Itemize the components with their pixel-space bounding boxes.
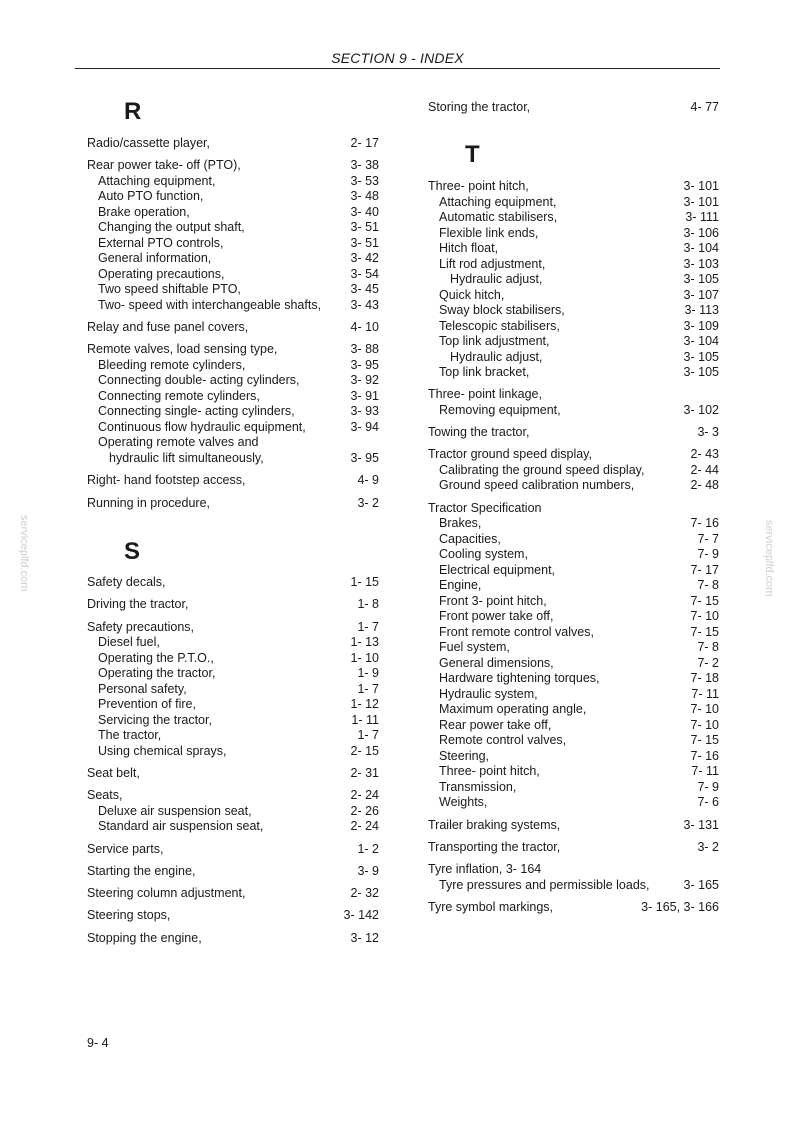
index-subentry — [87, 804, 379, 820]
index-subentry — [428, 350, 719, 366]
entry-label: Front 3- point hitch, — [439, 593, 547, 608]
index-subentry — [428, 656, 719, 672]
entry-label: Servicing the tractor, — [98, 712, 212, 727]
entry-page-ref: 7- 9 — [697, 779, 719, 794]
entry-page-ref: 3- 88 — [350, 342, 379, 357]
index-entry — [428, 447, 719, 463]
index-entry — [87, 842, 379, 858]
index-subentry — [428, 319, 719, 335]
index-subentry — [87, 282, 379, 298]
index-subentry — [428, 878, 719, 894]
entry-page-ref: 3- 2 — [357, 495, 379, 510]
letter-heading-r: R — [124, 98, 142, 125]
entry-label: Towing the tractor, — [428, 425, 530, 440]
entry-label: Storing the tractor, — [428, 100, 531, 114]
entry-page-ref: 1- 9 — [357, 666, 379, 681]
entry-label: Automatic stabilisers, — [439, 210, 558, 224]
index-subentry — [428, 687, 719, 703]
index-entry-group — [87, 931, 379, 947]
entry-page-ref: 3- 109 — [683, 318, 719, 333]
entry-page-ref: 2- 43 — [690, 447, 719, 462]
index-entry-group — [87, 136, 379, 152]
entry-page-ref: 3- 9 — [357, 863, 379, 878]
entry-label: Driving the tractor, — [87, 597, 189, 612]
entry-label: Front power take off, — [439, 609, 554, 624]
index-subentry — [428, 210, 719, 226]
entry-label: Running in procedure, — [87, 495, 210, 510]
entry-label: General dimensions, — [439, 655, 554, 670]
entry-label: Rear power take- off (PTO), — [87, 158, 241, 173]
index-subentry — [87, 713, 379, 729]
entry-label: Hitch float, — [439, 241, 499, 255]
index-subentry — [87, 420, 379, 436]
entry-page-ref: 2- 32 — [350, 886, 379, 901]
entry-label: Two- speed with interchangeable shafts, — [98, 297, 322, 312]
entry-page-ref: 3- 48 — [350, 189, 379, 204]
entry-page-ref: 3- 102 — [683, 402, 719, 417]
index-entry-group — [87, 597, 379, 613]
entry-label: External PTO controls, — [98, 235, 224, 250]
entry-label: Electrical equipment, — [439, 562, 556, 577]
index-entry-group — [87, 842, 379, 858]
entry-page-ref: 3- 51 — [350, 220, 379, 235]
index-subentry — [428, 241, 719, 257]
index-subentry — [87, 267, 379, 283]
entry-label: Connecting double- acting cylinders, — [98, 373, 300, 388]
entry-label: Relay and fuse panel covers, — [87, 320, 249, 335]
index-entry — [428, 387, 719, 403]
index-entry — [87, 620, 379, 636]
index-entry-group — [87, 342, 379, 466]
entry-page-ref: 1- 11 — [351, 712, 379, 727]
index-entry-group — [87, 766, 379, 782]
entry-label: hydraulic lift simultaneously, — [109, 450, 264, 465]
index-entry-group — [87, 886, 379, 902]
index-entry — [428, 179, 719, 195]
entry-page-ref: 3- 3 — [697, 425, 719, 440]
entry-label: Safety precautions, — [87, 619, 195, 634]
index-entry — [87, 496, 379, 512]
entry-page-ref: 1- 8 — [357, 597, 379, 612]
index-entry — [428, 862, 719, 878]
index-subentry — [87, 682, 379, 698]
entry-page-ref: 7- 6 — [697, 795, 719, 810]
index-entry-group — [428, 818, 719, 834]
entry-page-ref: 7- 9 — [697, 547, 719, 562]
entry-label: Top link adjustment, — [439, 334, 550, 348]
entry-page-ref: 3- 105 — [683, 272, 719, 286]
entry-label: Removing equipment, — [439, 402, 561, 417]
entry-page-ref: 3- 95 — [350, 450, 379, 465]
index-subentry — [428, 671, 719, 687]
entry-page-ref: 1- 12 — [350, 697, 379, 712]
index-subentry — [87, 220, 379, 236]
index-subentry — [428, 718, 719, 734]
index-entry — [428, 840, 719, 856]
entry-label: Lift rod adjustment, — [439, 256, 546, 271]
index-entry — [87, 320, 379, 336]
entry-page-ref: 3- 107 — [683, 287, 719, 302]
entry-page-ref: 2- 31 — [350, 765, 379, 780]
letter-heading-t: T — [465, 141, 480, 168]
entry-page-ref: 3- 105 — [683, 365, 719, 379]
entry-label: Standard air suspension seat, — [98, 819, 264, 834]
entry-page-ref: 7- 15 — [690, 593, 719, 608]
index-subentry — [87, 651, 379, 667]
page-number: 9- 4 — [87, 1036, 109, 1050]
index-subentry — [87, 236, 379, 252]
index-subentry — [87, 819, 379, 835]
entry-page-ref: 4- 10 — [350, 320, 379, 335]
index-subentry — [87, 728, 379, 744]
index-subentry — [428, 640, 719, 656]
index-entry — [87, 342, 379, 358]
index-subentry — [428, 764, 719, 780]
entry-page-ref: 3- 38 — [350, 158, 379, 173]
entry-page-ref: 7- 16 — [690, 748, 719, 763]
entry-page-ref: 7- 11 — [691, 686, 719, 701]
entry-page-ref: 3- 104 — [683, 241, 719, 255]
index-entry — [87, 931, 379, 947]
entry-page-ref: 3- 93 — [350, 404, 379, 419]
index-entry — [87, 158, 379, 174]
entry-label: Tyre pressures and permissible loads, — [439, 877, 650, 892]
index-entry-group — [428, 425, 719, 441]
entry-page-ref: 1- 10 — [350, 650, 379, 665]
entry-label: Steering, — [439, 748, 490, 763]
index-entry-group — [428, 447, 719, 494]
entry-page-ref: 2- 44 — [690, 462, 719, 477]
entry-label: Using chemical sprays, — [98, 743, 227, 758]
index-entry — [428, 818, 719, 834]
index-entry-group — [428, 501, 719, 811]
index-subentry — [87, 251, 379, 267]
index-entry-group — [87, 496, 379, 512]
index-subentry — [87, 389, 379, 405]
entry-page-ref: 7- 15 — [690, 624, 719, 639]
entry-page-ref: 3- 95 — [350, 357, 379, 372]
entry-label: Cooling system, — [439, 547, 528, 562]
entry-label: Hydraulic system, — [439, 686, 538, 701]
entry-label: Tractor ground speed display, — [428, 447, 592, 462]
entry-label: Personal safety, — [98, 681, 187, 696]
index-subentry — [87, 635, 379, 651]
watermark-left: serviceplfd.com — [18, 515, 30, 592]
entry-label: Bleeding remote cylinders, — [98, 357, 246, 372]
index-entry — [87, 908, 379, 924]
entry-page-ref: 7- 18 — [690, 671, 719, 686]
index-entry — [87, 597, 379, 613]
entry-label: Rear power take off, — [439, 717, 552, 732]
index-entry-group — [87, 320, 379, 336]
index-subentry — [87, 744, 379, 760]
entry-label: Safety decals, — [87, 575, 166, 589]
index-subentry — [428, 578, 719, 594]
index-subentry — [87, 697, 379, 713]
index-subentry — [428, 733, 719, 749]
index-subentry — [87, 373, 379, 389]
entry-label: Brakes, — [439, 516, 482, 531]
entry-page-ref: 1- 2 — [357, 841, 379, 856]
entry-page-ref: 7- 10 — [690, 702, 719, 717]
entry-page-ref: 3- 12 — [350, 930, 379, 945]
entry-page-ref: 3- 2 — [697, 839, 719, 854]
entry-label: Calibrating the ground speed display, — [439, 462, 645, 477]
index-subentry — [428, 547, 719, 563]
entry-label: Deluxe air suspension seat, — [98, 803, 252, 818]
index-subentry — [87, 298, 379, 314]
index-entry — [87, 575, 379, 591]
index-entry-group — [87, 158, 379, 313]
entry-page-ref: 1- 7 — [357, 681, 379, 696]
index-entry — [87, 766, 379, 782]
entry-label: Ground speed calibration numbers, — [439, 478, 635, 493]
entry-page-ref: 2- 26 — [350, 803, 379, 818]
entry-label: Remote valves, load sensing type, — [87, 342, 278, 357]
index-subentry — [428, 563, 719, 579]
entry-label: Steering stops, — [87, 908, 171, 923]
entry-page-ref: 1- 13 — [350, 635, 379, 650]
index-subentry — [428, 625, 719, 641]
header-rule — [75, 68, 720, 69]
index-subentry — [428, 780, 719, 796]
entry-label: Connecting remote cylinders, — [98, 388, 260, 403]
letter-heading-s: S — [124, 538, 141, 565]
index-subentry — [428, 303, 719, 319]
index-subentry — [428, 609, 719, 625]
index-subentry — [428, 594, 719, 610]
entry-label: Diesel fuel, — [98, 635, 160, 650]
index-subentry — [87, 205, 379, 221]
index-entry-group — [87, 864, 379, 880]
entry-label: Maximum operating angle, — [439, 702, 587, 717]
entry-label: Hardware tightening torques, — [439, 671, 600, 686]
entry-label: Operating remote valves and — [98, 435, 259, 450]
index-subentry — [428, 463, 719, 479]
entry-label: Tyre inflation, 3- 164 — [428, 862, 542, 877]
entry-page-ref: 3- 165, 3- 166 — [641, 899, 719, 914]
index-entry-group — [87, 620, 379, 760]
entry-page-ref: 3- 105 — [683, 349, 719, 364]
watermark-right: serviceplfd.com — [763, 520, 775, 597]
entry-page-ref: 3- 40 — [350, 204, 379, 219]
index-entry — [428, 425, 719, 441]
index-entry-group — [87, 908, 379, 924]
entry-label: Service parts, — [87, 841, 164, 856]
index-subentry — [428, 478, 719, 494]
entry-page-ref: 2- 48 — [690, 478, 719, 493]
index-subentry — [428, 749, 719, 765]
entry-label: Operating the tractor, — [98, 666, 216, 681]
entry-page-ref: 3- 131 — [683, 817, 719, 832]
entry-label: Engine, — [439, 578, 482, 593]
entry-label: Stopping the engine, — [87, 930, 202, 945]
entry-label: Attaching equipment, — [98, 173, 216, 188]
entry-label: Flexible link ends, — [439, 225, 539, 240]
entry-page-ref: 3- 165 — [683, 877, 719, 892]
entry-label: Auto PTO function, — [98, 189, 204, 204]
entry-page-ref: 3- 104 — [683, 334, 719, 348]
entry-page-ref: 7- 2 — [697, 655, 719, 670]
entry-label: Transmission, — [439, 779, 517, 794]
entry-page-ref: 7- 16 — [690, 516, 719, 531]
entry-page-ref: 2- 24 — [350, 819, 379, 834]
entry-label: Continuous flow hydraulic equipment, — [98, 419, 306, 434]
entry-label: Hydraulic adjust, — [450, 272, 543, 286]
entry-label: Brake operation, — [98, 204, 190, 219]
entry-label: Connecting single- acting cylinders, — [98, 404, 295, 419]
index-entry-group — [428, 862, 719, 893]
entry-page-ref: 3- 45 — [350, 282, 379, 297]
entry-page-ref: 2- 17 — [350, 136, 379, 150]
entry-page-ref: 3- 101 — [683, 194, 719, 209]
index-subentry — [428, 226, 719, 242]
entry-page-ref: 7- 10 — [690, 717, 719, 732]
entry-label: The tractor, — [98, 728, 162, 743]
index-subentry — [428, 288, 719, 304]
index-entry — [87, 886, 379, 902]
entry-page-ref: 1- 7 — [357, 619, 379, 634]
entry-label: Trailer braking systems, — [428, 817, 561, 832]
entry-label: Tyre symbol markings, — [428, 899, 554, 914]
entry-label: Operating precautions, — [98, 266, 225, 281]
entry-page-ref: 1- 7 — [357, 728, 379, 743]
entry-page-ref: 3- 43 — [350, 297, 379, 312]
entry-label: Two speed shiftable PTO, — [98, 282, 241, 297]
index-subentry — [87, 174, 379, 190]
index-subentry — [87, 358, 379, 374]
entry-page-ref: 7- 17 — [690, 562, 719, 577]
entry-label: Prevention of fire, — [98, 697, 196, 712]
index-subentry — [428, 334, 719, 350]
entry-page-ref: 3- 51 — [350, 235, 379, 250]
entry-page-ref: 3- 92 — [350, 373, 379, 388]
entry-label: Transporting the tractor, — [428, 839, 561, 854]
entry-page-ref: 2- 24 — [350, 788, 379, 803]
index-subentry — [428, 403, 719, 419]
entry-label: Operating the P.T.O., — [98, 650, 214, 665]
index-entry — [428, 900, 719, 916]
entry-page-ref: 3- 42 — [350, 251, 379, 266]
entry-page-ref: 3- 111 — [685, 210, 719, 224]
index-subentry — [87, 666, 379, 682]
index-entry — [87, 864, 379, 880]
entry-label: Three- point hitch, — [439, 764, 540, 779]
index-subentry — [87, 404, 379, 420]
entry-page-ref: 7- 15 — [690, 733, 719, 748]
index-subentry — [428, 795, 719, 811]
index-subentry — [428, 365, 719, 381]
entry-page-ref: 3- 113 — [684, 303, 719, 317]
entry-label: Fuel system, — [439, 640, 510, 655]
entry-page-ref: 3- 103 — [683, 256, 719, 271]
index-entry-group — [87, 788, 379, 835]
index-subentry — [428, 272, 719, 288]
entry-label: Sway block stabilisers, — [439, 303, 565, 317]
entry-label: Telescopic stabilisers, — [439, 318, 560, 333]
entry-label: Capacities, — [439, 531, 501, 546]
entry-label: Tractor Specification — [428, 500, 542, 515]
entry-page-ref: 7- 8 — [697, 578, 719, 593]
entry-page-ref: 1- 15 — [350, 575, 379, 589]
entry-label: General information, — [98, 251, 212, 266]
index-entry-group — [428, 387, 719, 418]
index-entry-group — [428, 900, 719, 916]
index-entry-group — [428, 840, 719, 856]
index-subentry — [428, 532, 719, 548]
entry-label: Seats, — [87, 788, 123, 803]
entry-page-ref: 7- 7 — [697, 531, 719, 546]
index-subentry — [428, 516, 719, 532]
entry-page-ref: 2- 15 — [350, 743, 379, 758]
entry-label: Weights, — [439, 795, 488, 810]
index-subentry — [428, 195, 719, 211]
entry-label: Top link bracket, — [439, 365, 530, 379]
entry-label: Right- hand footstep access, — [87, 473, 246, 488]
entry-page-ref: 3- 91 — [350, 388, 379, 403]
index-entry — [87, 788, 379, 804]
entry-page-ref: 3- 94 — [350, 419, 379, 434]
index-subentry — [428, 702, 719, 718]
section-header: SECTION 9 - INDEX — [331, 50, 464, 66]
index-subentry — [87, 435, 379, 451]
entry-page-ref: 3- 54 — [350, 266, 379, 281]
entry-label: Attaching equipment, — [439, 194, 557, 209]
entry-label: Starting the engine, — [87, 863, 196, 878]
index-entry-group — [428, 179, 719, 381]
entry-label: Three- point linkage, — [428, 387, 542, 402]
entry-label: Hydraulic adjust, — [450, 349, 543, 364]
entry-label: Changing the output shaft, — [98, 220, 245, 235]
entry-page-ref: 4- 9 — [357, 473, 379, 488]
entry-label: Seat belt, — [87, 765, 140, 780]
entry-page-ref: 3- 101 — [683, 179, 719, 193]
entry-label: Front remote control valves, — [439, 624, 594, 639]
entry-label: Steering column adjustment, — [87, 886, 246, 901]
entry-page-ref: 4- 77 — [690, 100, 719, 114]
entry-page-ref: 3- 142 — [343, 908, 379, 923]
index-entry-group — [87, 473, 379, 489]
entry-page-ref: 3- 53 — [350, 173, 379, 188]
index-subentry — [87, 451, 379, 467]
index-entry-group — [87, 575, 379, 591]
entry-label: Quick hitch, — [439, 287, 505, 302]
index-entry-group — [428, 100, 719, 116]
index-entry — [428, 100, 719, 116]
index-entry — [87, 136, 379, 152]
index-subentry — [428, 257, 719, 273]
index-entry — [428, 501, 719, 517]
entry-page-ref: 3- 106 — [683, 225, 719, 240]
index-entry — [87, 473, 379, 489]
entry-page-ref: 7- 8 — [697, 640, 719, 655]
entry-label: Three- point hitch, — [428, 179, 529, 193]
entry-label: Remote control valves, — [439, 733, 567, 748]
entry-page-ref: 7- 10 — [690, 609, 719, 624]
index-subentry — [87, 189, 379, 205]
entry-label: Radio/cassette player, — [87, 136, 210, 150]
entry-page-ref: 7- 11 — [691, 764, 719, 779]
